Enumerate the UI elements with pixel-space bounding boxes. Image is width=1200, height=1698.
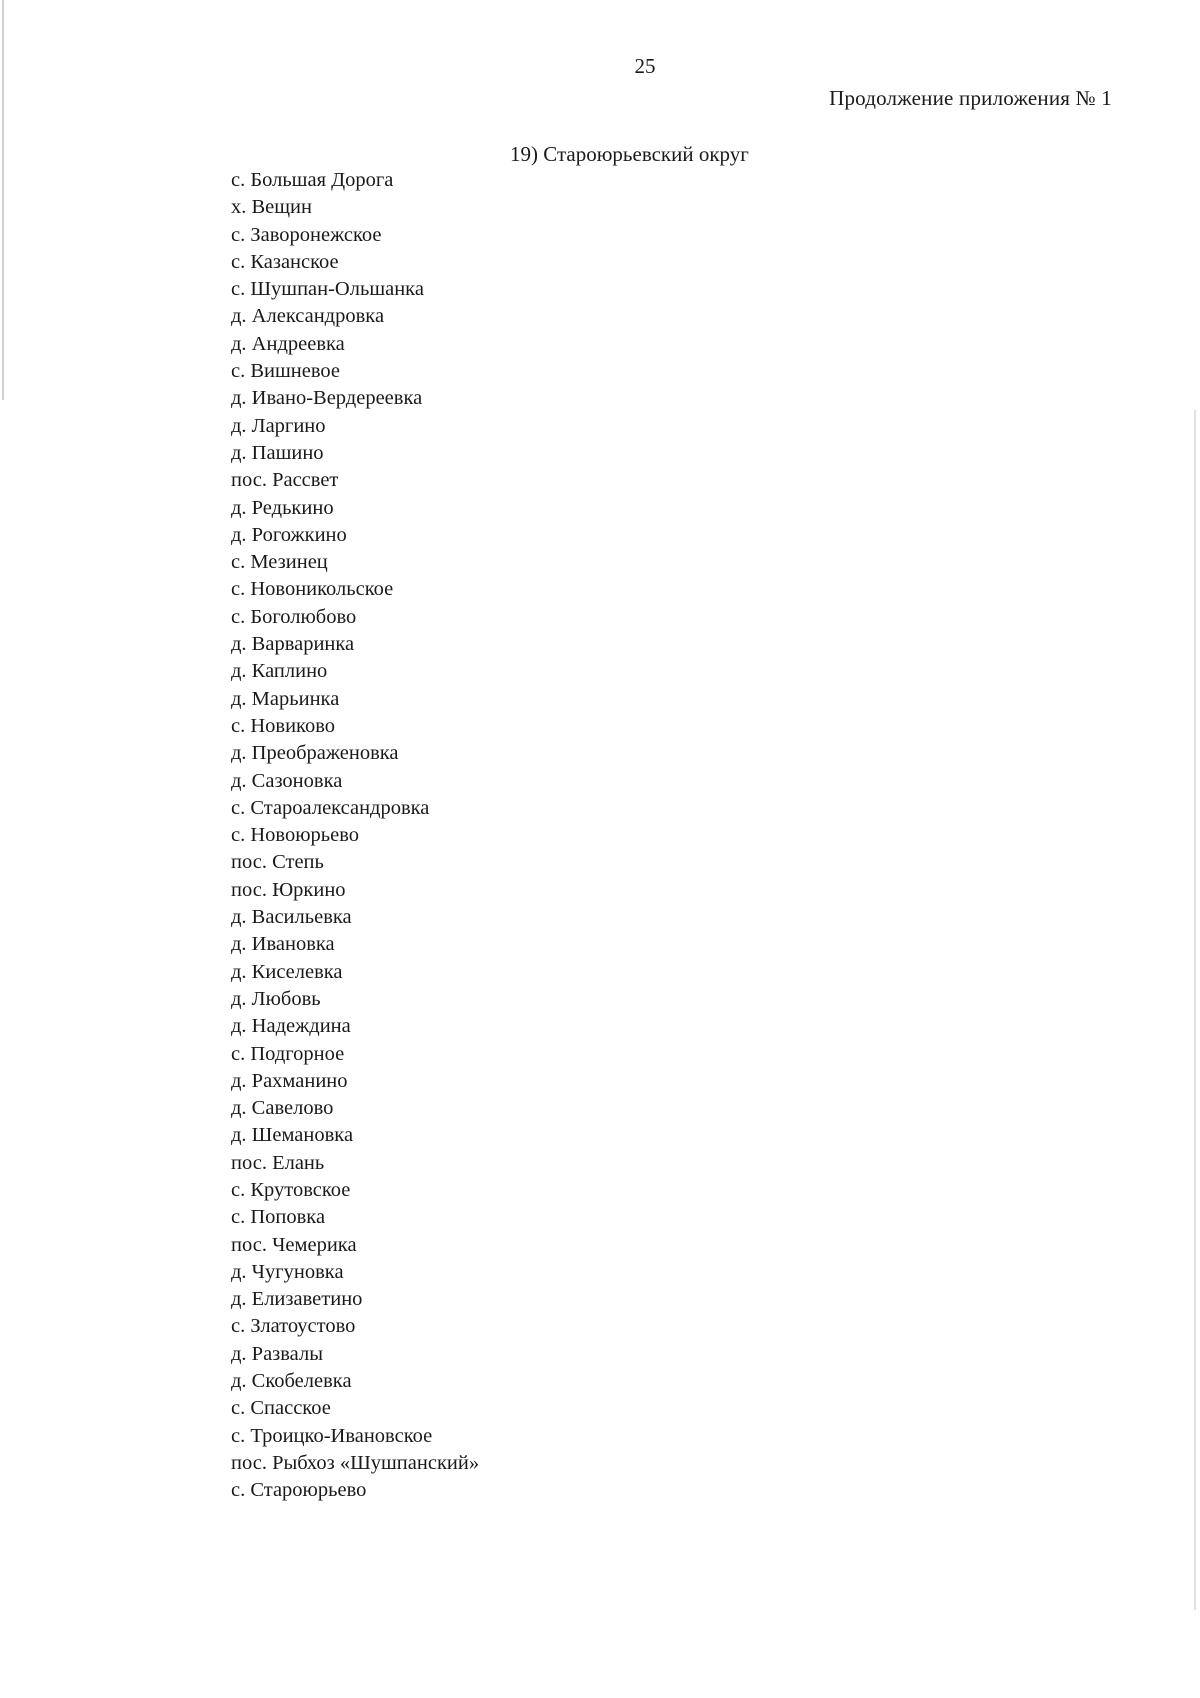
settlement-list-item: д. Елизаветино: [231, 1288, 363, 1311]
settlement-list-item: с. Большая Дорога: [231, 169, 394, 191]
settlement-list-item: с. Златоустово: [231, 1315, 356, 1338]
settlement-list-item: с. Мезинец: [231, 551, 328, 574]
settlement-list-item: с. Боголюбово: [231, 605, 357, 628]
settlement-list-item: д. Пашино: [231, 441, 324, 464]
settlement-list-item: д. Варваринка: [231, 633, 355, 656]
settlement-list-item: д. Чугуновка: [231, 1260, 344, 1283]
settlement-list-item: пос. Чемерика: [231, 1233, 357, 1256]
page-number: 25: [634, 54, 656, 78]
settlement-list-item: д. Марьинка: [231, 687, 340, 710]
settlement-list-item: с. Новиково: [231, 714, 336, 737]
settlement-list-item: д. Рахманино: [231, 1069, 348, 1092]
settlement-list-item: д. Редькино: [231, 496, 334, 519]
settlement-list-item: д. Развалы: [231, 1342, 323, 1365]
settlement-list-item: с. Новоюрьево: [231, 824, 359, 847]
settlement-list-item: с. Казанское: [231, 250, 339, 273]
appendix-continuation-label: Продолжение приложения № 1: [829, 86, 1112, 110]
settlement-list-item: д. Ларгино: [231, 414, 326, 437]
settlement-list-item: д. Скобелевка: [231, 1370, 352, 1393]
settlement-list-item: д. Савелово: [231, 1097, 334, 1120]
settlement-list-item: д. Васильевка: [231, 906, 352, 929]
scan-edge-right: [1194, 410, 1196, 1610]
settlement-list-item: д. Каплино: [231, 660, 328, 683]
settlement-list-item: д. Ивановка: [231, 933, 335, 956]
settlement-list-item: д. Любовь: [231, 987, 321, 1010]
settlement-list-item: с. Староалександровка: [231, 796, 430, 819]
settlement-list-item: с. Троицко-Ивановское: [231, 1424, 433, 1447]
settlement-list-item: с. Поповка: [231, 1206, 326, 1229]
settlement-list-item: с. Шушпан-Ольшанка: [231, 278, 424, 301]
settlement-list-item: д. Андреевка: [231, 332, 345, 355]
settlement-list-item: д. Ивано-Вердереевка: [231, 387, 423, 410]
settlement-list-item: с. Староюрьево: [231, 1479, 367, 1502]
settlement-list-item: д. Преображеновка: [231, 742, 399, 765]
settlement-list-item: с. Новоникольское: [231, 578, 394, 601]
settlement-list-item: с. Подгорное: [231, 1042, 345, 1065]
settlement-list-item: х. Вещин: [231, 196, 312, 219]
settlement-list-item: пос. Степь: [231, 851, 324, 874]
settlement-list: [231, 167, 479, 1505]
settlement-list-item: с. Заворонежское: [231, 223, 382, 246]
settlement-list-item: д. Надеждина: [231, 1015, 351, 1038]
settlement-list-item: пос. Юркино: [231, 878, 346, 901]
settlement-list-item: пос. Рассвет: [231, 469, 339, 492]
settlement-list-item: д. Киселевка: [231, 960, 343, 983]
settlement-list-item: д. Александровка: [231, 305, 385, 328]
settlement-list-item: д. Рогожкино: [231, 523, 347, 546]
settlement-list-item: с. Спасское: [231, 1397, 331, 1420]
settlement-list-item: д. Сазоновка: [231, 769, 343, 792]
settlement-list-item: пос. Елань: [231, 1151, 325, 1174]
settlement-list-item: с. Вишневое: [231, 360, 340, 383]
section-heading: 19) Староюрьевский округ: [510, 142, 749, 166]
settlement-list-item: д. Шемановка: [231, 1124, 354, 1147]
settlement-list-item: пос. Рыбхоз «Шушпанский»: [231, 1451, 480, 1474]
settlement-list-item: с. Крутовское: [231, 1178, 351, 1201]
